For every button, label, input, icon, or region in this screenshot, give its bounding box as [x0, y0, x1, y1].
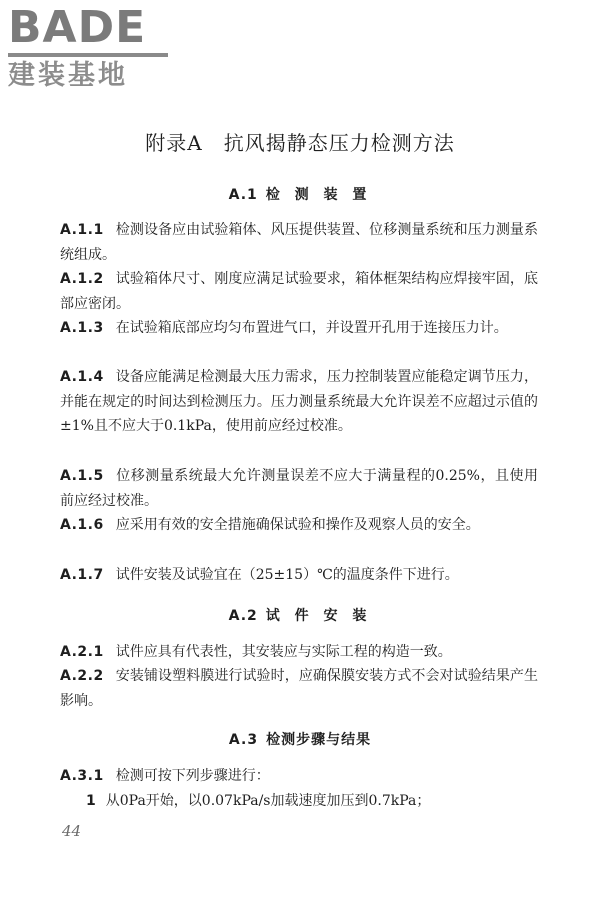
clause-a-3-1: [60, 764, 538, 789]
clause-number: A.1.2: [60, 271, 104, 287]
clause-text: 安装铺设塑料膜进行试验时，应确保膜安装方式不会对试验结果产生影响。: [60, 668, 538, 709]
clause-text: 应采用有效的安全措施确保试验和操作及观察人员的安全。: [115, 517, 480, 533]
clause-number: A.2.2: [60, 668, 104, 684]
clause-number: A.2.1: [60, 644, 104, 660]
bade-logo: [8, 4, 183, 91]
appendix-title: 附录A 抗风揭静态压力检测方法: [145, 131, 455, 155]
clause-text: 在试验箱底部应均匀布置进气口，并设置开孔用于连接压力计。: [115, 320, 508, 336]
section-heading-a2: [0, 605, 600, 625]
section-title: 检 测 装 置: [265, 187, 372, 203]
clause-text: 试验箱体尺寸、刚度应满足试验要求，箱体框架结构应焊接牢固，底部应密闭。: [60, 271, 538, 312]
clause-text: 试件安装及试验宜在（25±15）℃的温度条件下进行。: [115, 567, 459, 583]
clause-number: A.1.4: [60, 369, 104, 385]
section-heading-a3: [0, 729, 600, 749]
section-heading-a1: [0, 184, 600, 204]
section-title: 检测步骤与结果: [266, 732, 372, 748]
clause-a-1-6: [60, 513, 538, 538]
section-number: A.3: [228, 732, 259, 748]
logo-underline: [8, 53, 168, 57]
section-number: A.2: [228, 608, 258, 624]
clause-a-1-7: [60, 563, 538, 588]
logo-subtitle: 建装基地: [8, 60, 128, 91]
clause-a-2-1: [60, 640, 538, 665]
logo-wordmark: BADE: [8, 2, 147, 53]
clause-number: A.1.3: [60, 320, 104, 336]
section-title: 试 件 安 装: [265, 608, 372, 624]
step-text: 从0Pa开始，以0.07kPa/s加载速度加压到0.7kPa；: [105, 793, 431, 809]
clause-text: 检测设备应由试验箱体、风压提供装置、位移测量系统和压力测量系统组成。: [60, 222, 538, 263]
clause-a-1-2: [60, 267, 538, 316]
clause-number: A.1.5: [60, 468, 104, 484]
clause-number: A.1.7: [60, 567, 104, 583]
clause-a-1-5: [60, 464, 538, 513]
clause-text: 试件应具有代表性，其安装应与实际工程的构造一致。: [115, 644, 452, 660]
clause-a-1-4: [60, 365, 538, 439]
clause-number: A.1.6: [60, 517, 104, 533]
clause-a-1-3: [60, 316, 538, 341]
clause-text: 位移测量系统最大允许测量误差不应大于满量程的0.25%，且使用前应经过校准。: [60, 468, 538, 509]
clause-number: A.3.1: [60, 768, 104, 784]
step-1: [86, 789, 546, 813]
page-number: 44: [62, 822, 82, 840]
step-number: 1: [86, 793, 96, 809]
clause-text: 设备应能满足检测最大压力需求，压力控制装置应能稳定调节压力，并能在规定的时间达到检测压力。压力测量系统最大允许误差不应超过示值的±1%且不应大于0.1kPa，使用前应经过校准。: [60, 369, 538, 434]
clause-a-2-2: [60, 664, 538, 713]
clause-number: A.1.1: [60, 222, 104, 238]
section-number: A.1: [228, 187, 258, 203]
clause-a-1-1: [60, 218, 538, 267]
clause-text: 检测可按下列步骤进行：: [115, 768, 270, 784]
